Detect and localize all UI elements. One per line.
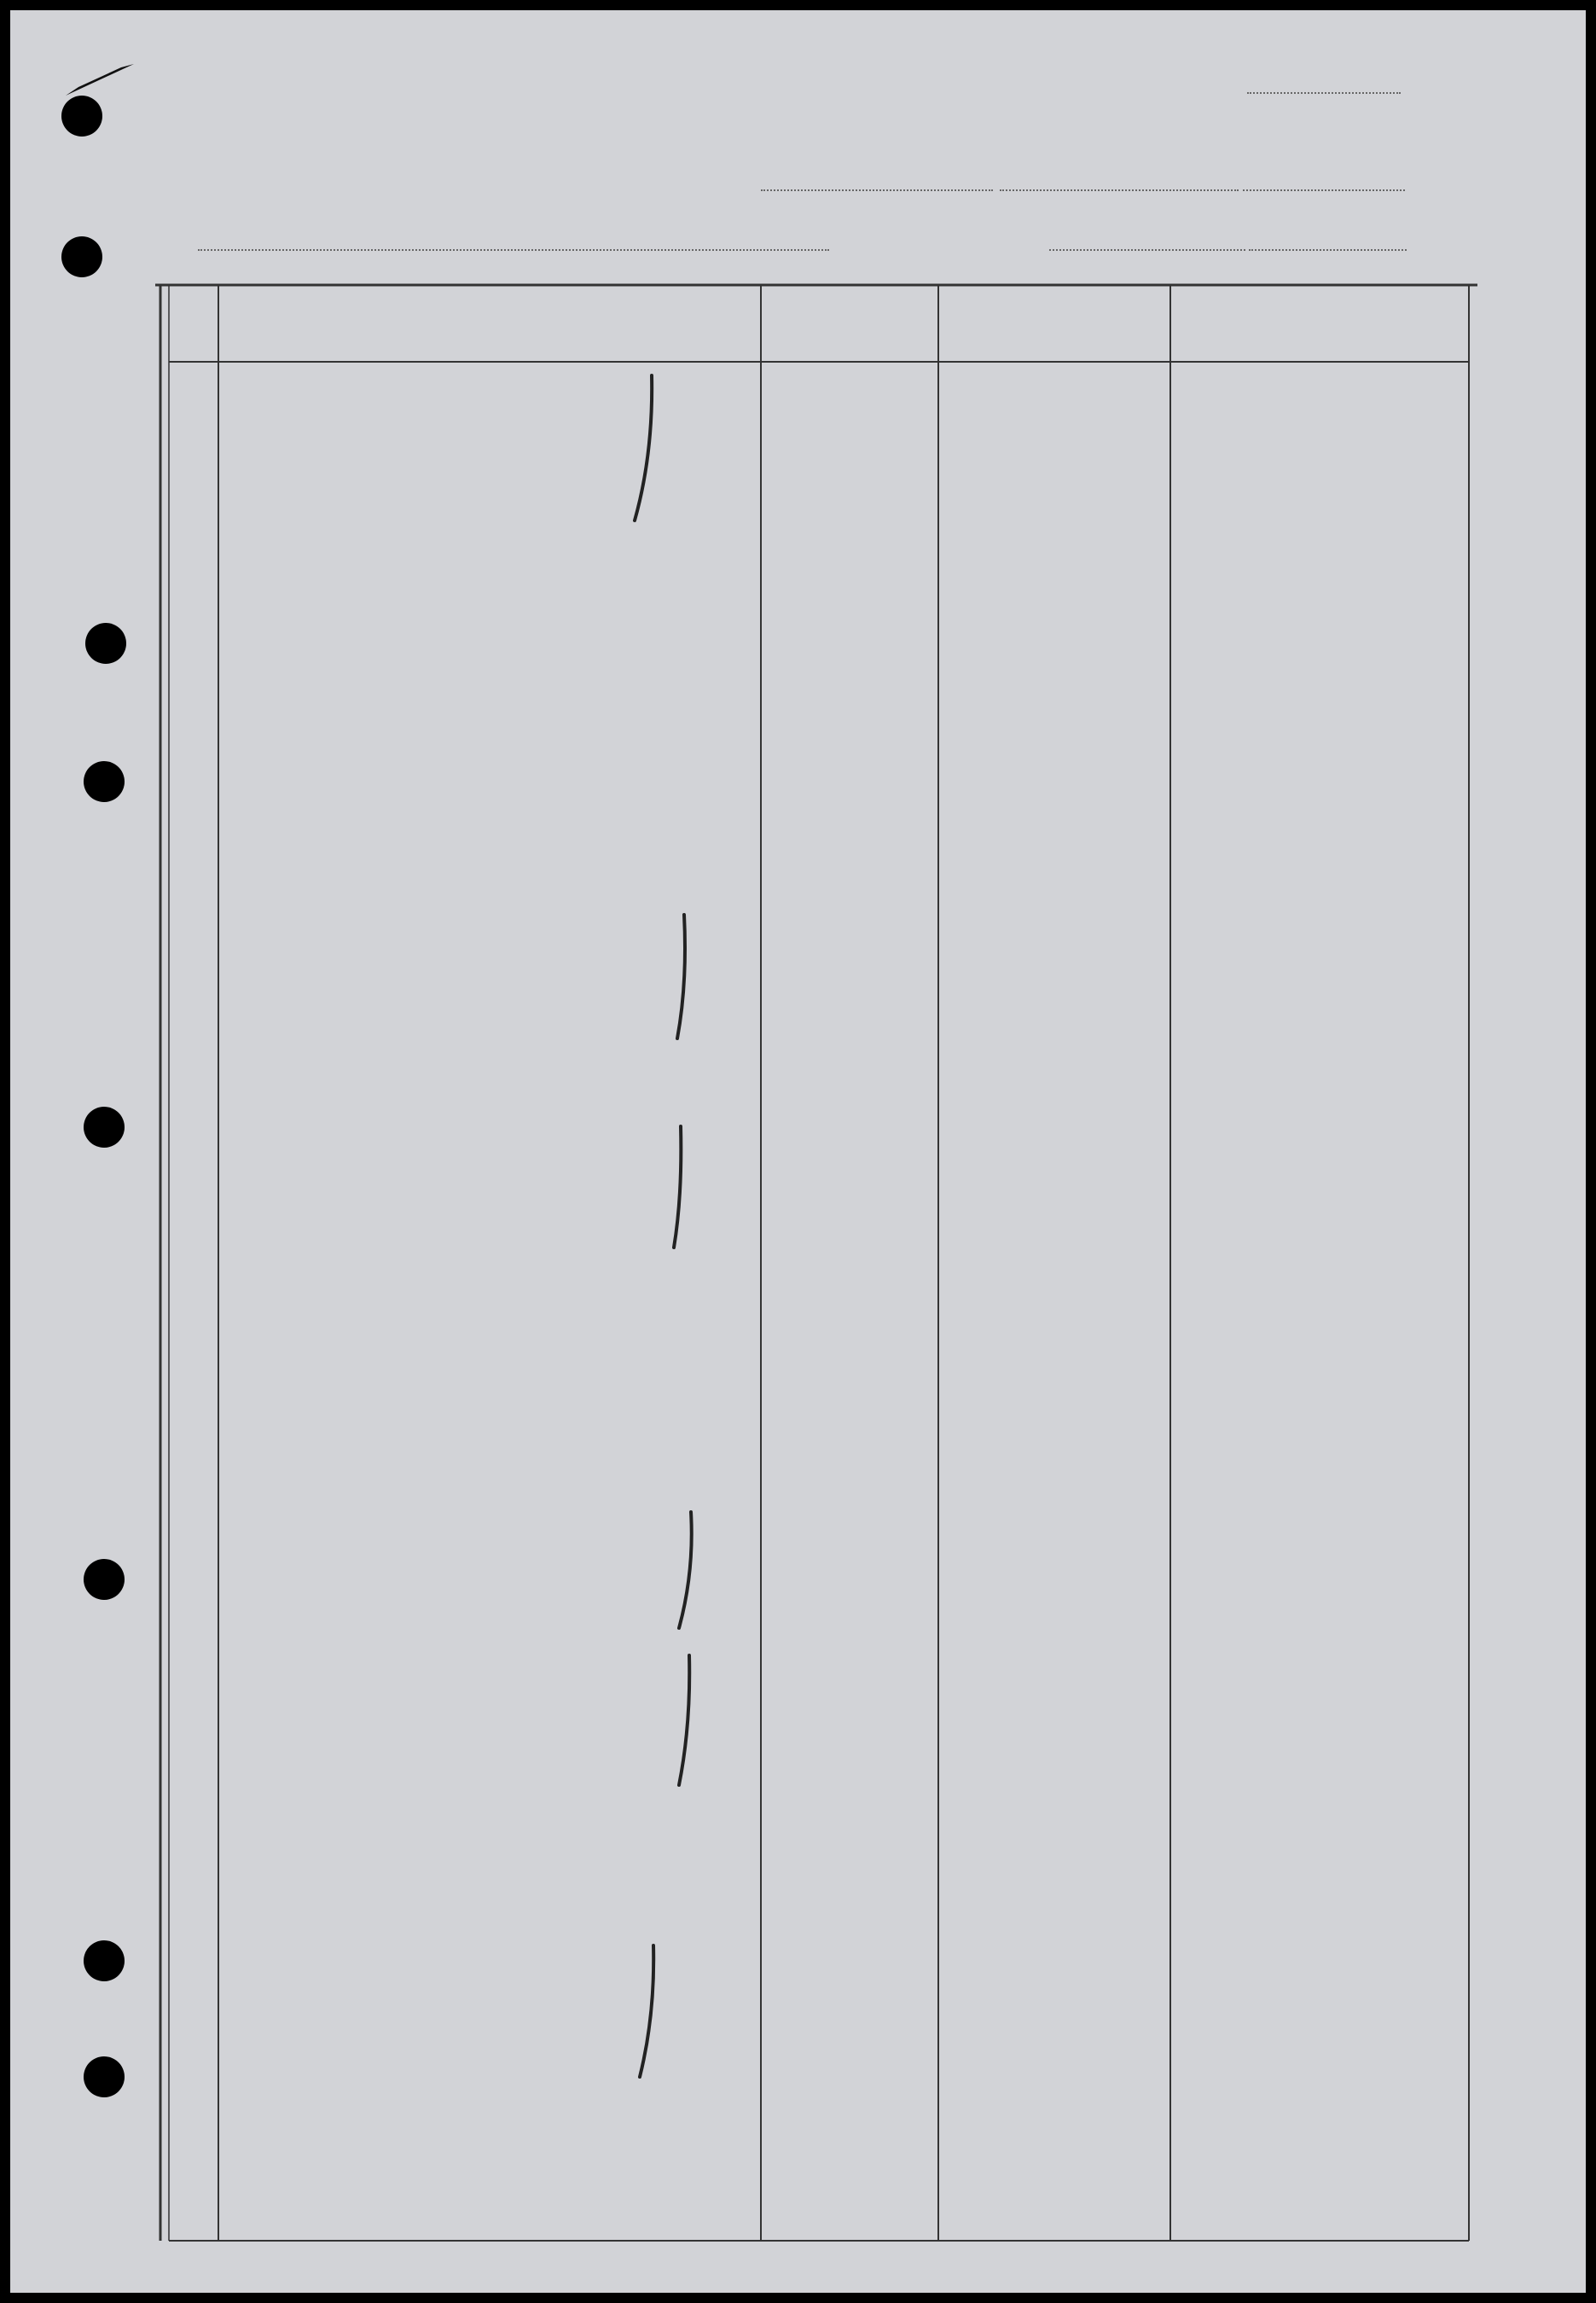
- document-page: [10, 10, 1586, 2293]
- bracket-marks: [10, 10, 1586, 2293]
